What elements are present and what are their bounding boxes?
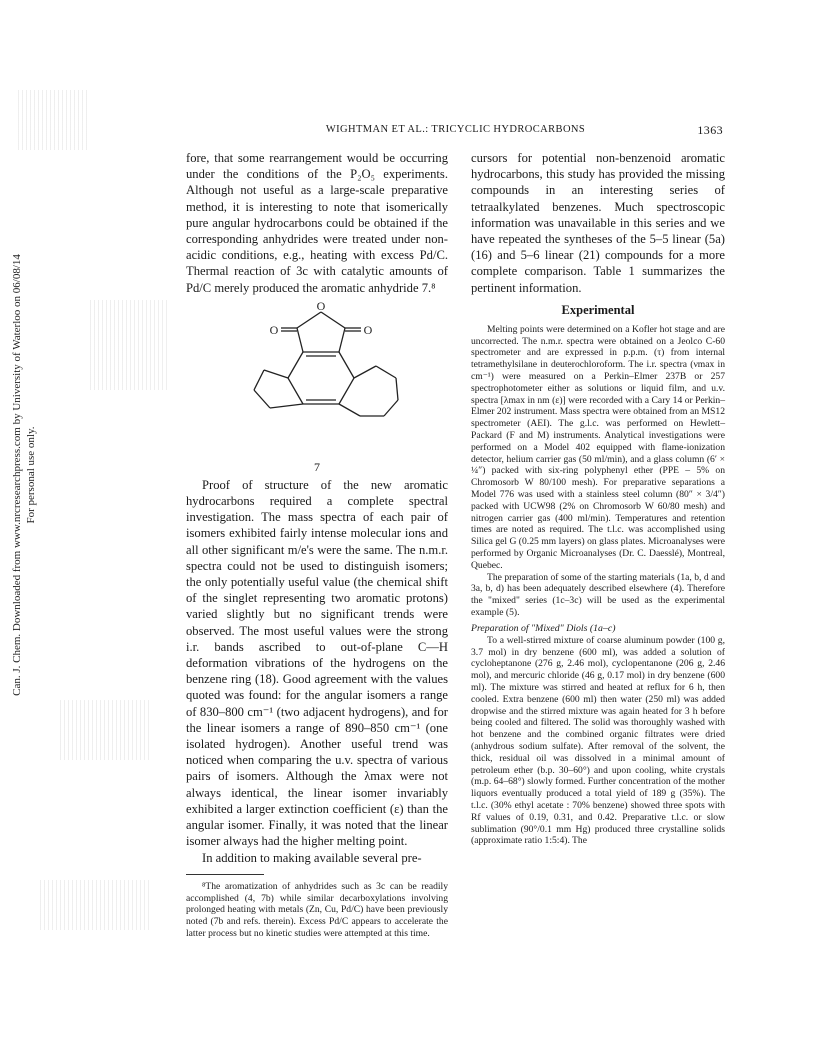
scan-noise (18, 90, 88, 150)
section-title-experimental: Experimental (561, 302, 635, 317)
running-header (188, 124, 723, 140)
experimental-paragraph-1: Melting points were determined on a Kofler hot stage and are uncorrected. The n.m.r. spectra were obtained on a Jeolco C-60 spectrometer and are expressed in p.p.m. (τ) from internal tetramethylsilane in deuterochloroform. The i.r. spectra (νmax in cm⁻¹) were measured on a Perkin–Elmer 237B or 257 spectrophotometer either as solutions or liquid film, and u.v. spectra [λmax in nm (ε)] were recorded with a Cary 14 or Perkin–Elmer 202 instrument. Mass spectra were obtained from an MS12 spectrometer (AEI). The g.l.c. was performed on Hewlett–Packard (F and M) instruments. Analytical investigations were performed on a Model 402 equipped with flame-ionization detector, helium carrier gas (50 ml/min), and a glass column (6′ × ¼″) packed with six-ring polyphenyl ether (PPE – 5% on Chromosorb W 80/100 mesh). For preparative separations a Model 776 was used with a stainless steel column (80″ × 3/4″) packed with UCW98 (2% on Chromosorb W 60/80 mesh) and nitrogen carrier gas (400 ml/min). Temperatures and retention times are noted as required. The t.l.c. was accomplished using Silica gel G (0.25 mm layers) on glass plates. Microanalyses were performed by Organic Microanalyses (Dr. C. Daesslé), Montreal, Quebec. (471, 323, 725, 571)
structure-figure (186, 300, 448, 460)
carbonyl-oxygen-left-label: O (269, 322, 279, 337)
left-column (186, 150, 448, 940)
footnote-rule (186, 874, 264, 875)
scan-noise (60, 700, 150, 760)
experimental-paragraph-3: To a well-stirred mixture of coarse aluminum powder (100 g, 3.7 mol) in dry benzene (600 ml), was added a solution of cycloheptanone (276 g, 2.46 mol), cyclopentanone (206 g, 2.46 mol), and mercuric chloride (46 g, 0.17 mol) in dry benzene (600 ml). The mixture was stirred and heated at reflux for 6 h, then cooled. Extra benzene (600 ml) then water (250 ml) was added dropwise and the stirred mixture was again heated for 3 h before being cooled and filtered. The solid was thoroughly washed with hot benzene and the combined organic filtrates were dried (anhydrous sodium sulfate). After removal of the solvent, the thick, residual oil was dissolved in a minimal amount of petroleum ether (b.p. 30–60°) and upon cooling, white crystals (m.p. 64–68°) slowly formed. Further concentration of the mother liquors eventually produced a total yield of 189 g (35%). The t.l.c. (30% ethyl acetate : 70% benzene) showed three spots with Rf values of 0.19, 0.31, and 0.42. Preparative t.l.c. or slow sublimation (90°/0.1 mm Hg) produced three crystalline solids (approximate ratio 1:5:4). The (471, 634, 725, 847)
right-column (471, 150, 725, 847)
experimental-paragraph-2: The preparation of some of the starting materials (1a, b, d and 3a, b, d) has been adequately described elsewhere (4). Therefore the "mixed" series (1c–3c) will be used as the experimental example (5). (471, 571, 725, 618)
download-note-line1: Can. J. Chem. Downloaded from www.nrcresearchpress.com by University of Waterloo on 06/08/14 (11, 254, 23, 696)
left-paragraph-1: fore, that some rearrangement would be occurring under the conditions of the P₂O₅ experiments. Although not useful as a large-scale preparative method, it is interesting to note that isomerically pure angular hydrocarbons could be obtained if the corresponding anhydrides were treated under non-acidic conditions, e.g., heating with excess Pd/C. Thermal reaction of 3c with catalytic amounts of Pd/C merely produced the aromatic anhydride 7.⁸ (186, 151, 448, 295)
left-paragraph-2: Proof of structure of the new aromatic hydrocarbons required a complete spectral investigation. The mass spectra of each pair of isomers exhibited fairly intense molecular ions and all other significant m/e's were the same. The n.m.r. spectra could not be used to distinguish isomers; the only potentially useful value (the chemical shift of the singlet representing two aromatic protons) varied slightly but no significant trends were observed. The most useful values were the strong i.r. bands ascribed to out-of-plane C—H deformation vibrations of the hydrogens on the benzene ring (18). Good agreement with the values quoted was found: for the angular isomers a range of 830–800 cm⁻¹ (two adjacent hydrogens), and for the linear isomers a range of 890–850 cm⁻¹ (one isolated hydrogen). Another useful trend was noticed when comparing the u.v. spectra of various pairs of isomers. Although the λmax were not always identical, the linear isomer invariably exhibited a larger extinction coefficient (ε) than the angular isomer. Finally, it was noted that the linear isomer always had the higher melting point. (186, 477, 448, 849)
running-title: WIGHTMAN ET AL.: TRICYCLIC HYDROCARBONS (325, 124, 586, 135)
structure-7-drawing (236, 300, 406, 460)
subsection-title-diols: Preparation of "Mixed" Diols (1a–c) (471, 622, 616, 634)
left-paragraph-3: In addition to making available several pre- (202, 850, 422, 865)
compound-label: 7 (314, 459, 320, 474)
scan-noise (90, 300, 170, 390)
footnote-8: ⁸The aromatization of anhydrides such as 3c can be readily accomplished (4, 7b) while similar decarboxylations involving prolonged heating with metals (Zn, Cu, Pd/C) have been previously noted (7b and refs. therein). Excess Pd/C appears to accelerate the latter process but no kinetic studies were attempted at this time. (186, 880, 448, 939)
download-watermark (4, 250, 44, 700)
page-number: 1363 (697, 123, 723, 137)
download-note-line2: For personal use only. (25, 426, 37, 524)
carbonyl-oxygen-right-label: O (363, 322, 373, 337)
scan-noise (40, 880, 150, 930)
ring-oxygen-label: O (316, 299, 326, 313)
right-paragraph-1: cursors for potential non-benzenoid aromatic hydrocarbons, this study has provided the missing compounds in an interesting series of tetraalkylated benzenes. Much spectroscopic information was unavailable in this series and we have repeated the syntheses of the 5–5 linear (5a) (16) and 5–6 linear (21) compounds for a more complete comparison. Table 1 summarizes the pertinent information. (471, 151, 725, 295)
